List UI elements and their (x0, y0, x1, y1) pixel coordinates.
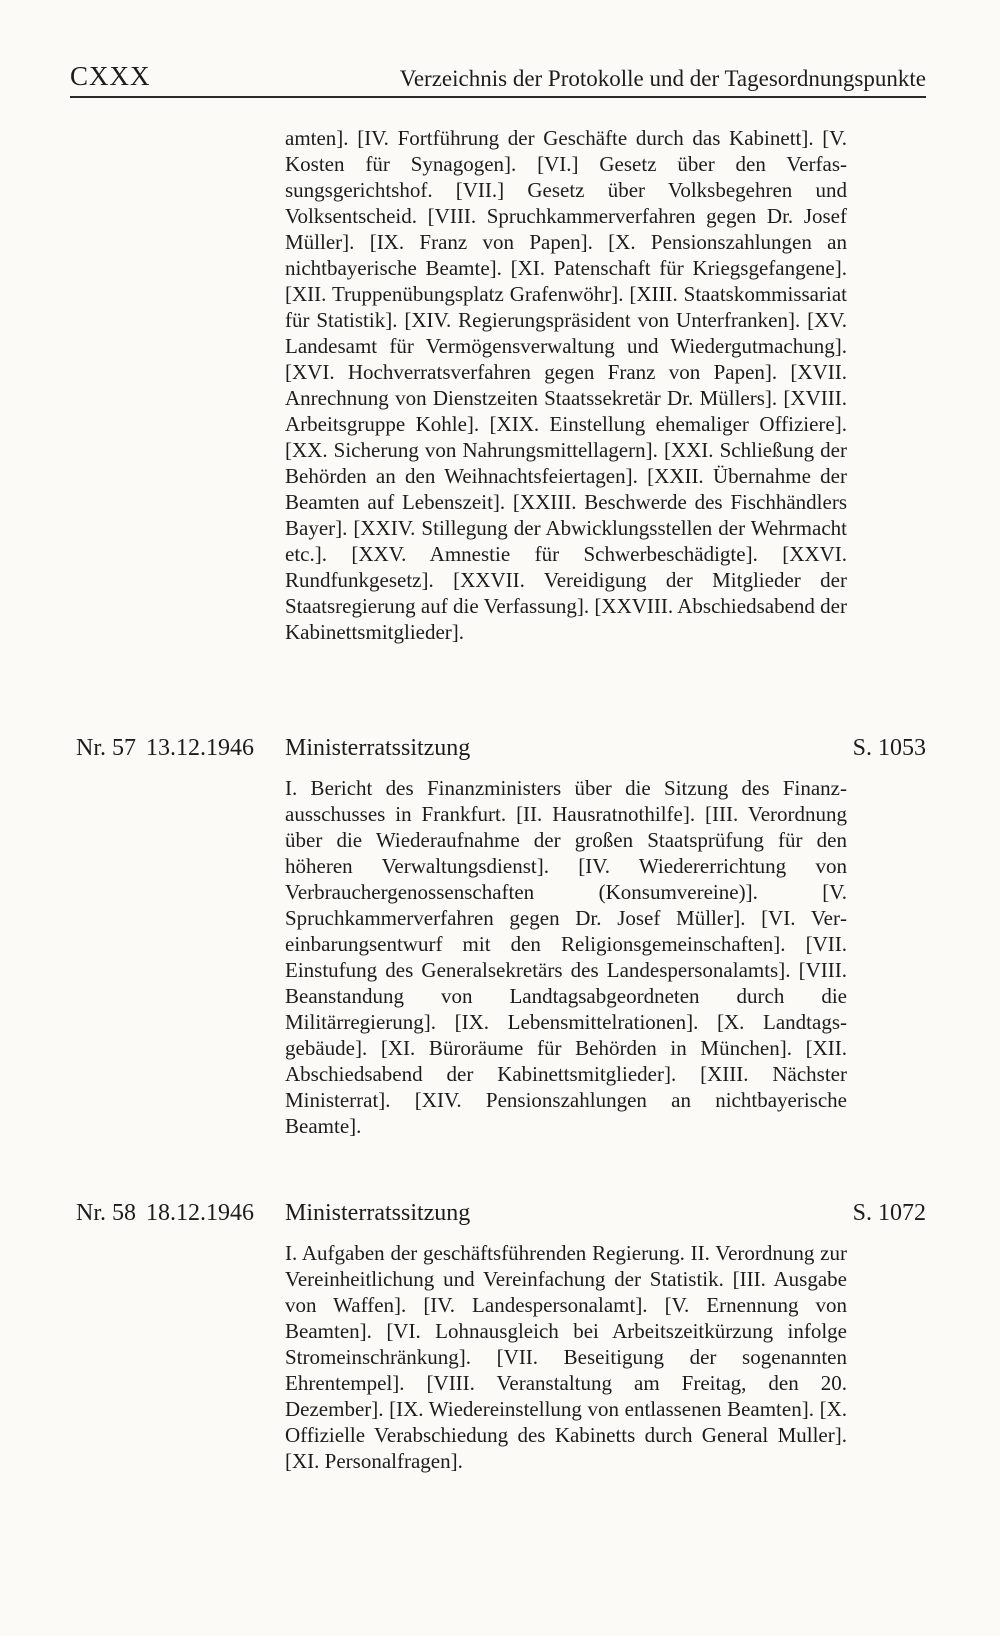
entry-page: S. 1053 (852, 735, 926, 761)
entry-date: 13.12.1946 (146, 735, 254, 761)
entry-text: I. Bericht des Finanzministers über die Sitzung des Finanzausschusses in Frankfurt. [II. Hausratnothilfe]. [III. Verordnung über die Wiederaufnahme der großen Staatsprüfung für den höheren Verwaltungsdienst]. [IV. Wiedererrichtung von Verbrauchergenossenschaften (Konsumvereine)]. [V. Spruchkammerverfahren gegen Dr. Josef Müller]. [VI. Vereinbarungsentwurf mit den Religionsgemeinschaften]. [VII. Einstufung des Generalsekretärs des Landespersonalamts]. [VIII. Beanstandung von Landtagsabgeordneten durch die Militärregierung]. [IX. Lebensmittelrationen]. [X. Landtagsgebäude]. [XI. Büroräume für Behörden in München]. [XII. Abschiedsabend der Kabinettsmitglieder]. [XIII. Nächster Ministerrat]. [XIV. Pensionszahlungen an nichtbayerische Beamte]. (285, 776, 847, 1138)
running-title: Verzeichnis der Protokolle und der Tagesordnungspunkte (399, 66, 926, 91)
entry-page: S. 1072 (852, 1200, 926, 1226)
continued-entry-text: amten]. [IV. Fortführung der Geschäfte durch das Kabinett]. [V. Kosten für Synagogen]. [VI.] Gesetz über den Verfassungsgerichtshof. [VII.] Gesetz über Volksbegehren und Volksentscheid. [VIII. Spruchkammerverfahren gegen Dr. Josef Müller]. [IX. Franz von Papen]. [X. Pensionszahlungen an nichtbayerische Beamte]. [XI. Patenschaft für Kriegsgefangene]. [XII. Truppenübungsplatz Grafenwöhr]. [XIII. Staatskommissariat für Statistik]. [XIV. Regierungspräsident von Unterfranken]. [XV. Landesamt für Vermögensverwaltung und Wiedergutmachung]. [XVI. Hochverratsverfahren gegen Franz von Papen]. [XVII. Anrechnung von Dienstzeiten Staatssekretär Dr. Müllers]. [XVIII. Arbeitsgruppe Kohle]. [XIX. Einstellung ehemaliger Offiziere]. [XX. Sicherung von Nahrungsmittellagern]. [XXI. Schließung der Behörden an den Weihnachtsfeiertagen]. [XXII. Übernahme der Beamten auf Lebenszeit]. [XXIII. Beschwerde des Fischhändlers Bayer]. [XXIV. Stillegung der Abwicklungsstellen der Wehrmacht etc.]. [XXV. Amnestie für Schwerbeschädigte]. [XXVI. Rundfunkgesetz]. [XXVII. Vereidigung der Mitglieder der Staatsregierung auf die Verfassung]. [XXVIII. Abschiedsabend der Kabinettsmitglieder]. (285, 126, 847, 644)
entry-number: Nr. 57 (76, 735, 136, 761)
entry-type: Ministerratssitzung (285, 735, 471, 761)
page-number: CXXX (70, 61, 151, 91)
entry-text: I. Aufgaben der geschäftsführenden Regierung. II. Verordnung zur Vereinheitlichung und Vereinfachung der Statistik. [III. Ausgabe von Waffen]. [IV. Landespersonalamt]. [V. Ernennung von Beamten]. [VI. Lohnausgleich bei Arbeitszeitkürzung infolge Stromeinschränkung]. [VII. Beseitigung der sogenannten Ehrentempel]. [VIII. Veranstaltung am Freitag, den 20. Dezember]. [IX. Wiedereinstellung von entlassenen Beamten]. [X. Offizielle Verabschiedung des Kabinetts durch General Muller]. [XI. Personalfragen]. (285, 1241, 847, 1473)
entry-number: Nr. 58 (76, 1200, 136, 1226)
entry-heading (76, 735, 926, 769)
entry-heading (76, 1200, 926, 1234)
page-header (70, 58, 926, 98)
entry-type: Ministerratssitzung (285, 1200, 471, 1226)
entry-date: 18.12.1946 (146, 1200, 254, 1226)
